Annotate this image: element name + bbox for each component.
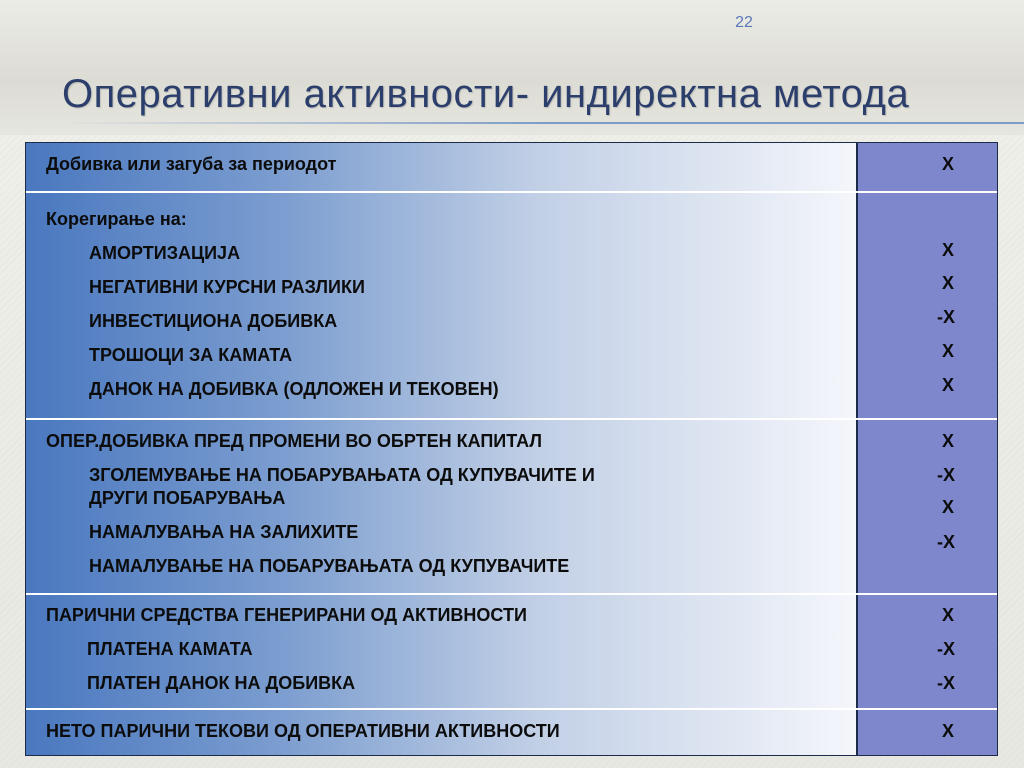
row-item-label: АМОРТИЗАЦИЈА (89, 243, 241, 263)
slide-number: 22 (735, 14, 753, 31)
row-item-value: -X (937, 639, 955, 659)
row-label: ПАРИЧНИ СРЕДСТВА ГЕНЕРИРАНИ ОД АКТИВНОСТИ (46, 605, 527, 625)
row-item-value: X (941, 341, 954, 361)
row-item-value: -X (937, 532, 955, 552)
row-label: НЕТО ПАРИЧНИ ТЕКОВИ ОД ОПЕРАТИВНИ АКТИВНОСТИ (46, 721, 560, 741)
row-item-label: ПЛАТЕН ДАНОК НА ДОБИВКА (87, 673, 356, 693)
row-item-value: X (941, 273, 954, 293)
row-value: X (941, 721, 954, 741)
row-item-label: ПЛАТЕНА КАМАТА (87, 639, 253, 659)
row-item-label: НЕГАТИВНИ КУРСНИ РАЗЛИКИ (89, 277, 365, 297)
row-value: X (941, 154, 954, 174)
row-value: X (941, 431, 954, 451)
row-label-cell (26, 420, 858, 593)
cash-flow-table (25, 142, 998, 756)
table-row-operating-profit (26, 418, 997, 593)
row-item-value: -X (937, 673, 955, 693)
row-label-cell (26, 193, 858, 418)
row-label-cell (26, 595, 858, 708)
row-value-cell (858, 143, 997, 191)
table-row-net-cash (26, 708, 997, 755)
row-item-value: -X (937, 307, 955, 327)
slide-title: Оперативни активности- индиректна метода (62, 72, 910, 116)
row-value-cell (858, 193, 997, 418)
row-item-label: ТРОШОЦИ ЗА КАМАТА (89, 345, 293, 365)
row-item-label-continued: ДРУГИ ПОБАРУВАЊА (89, 488, 286, 508)
row-item-label: ДАНОК НА ДОБИВКА (ОДЛОЖЕН И ТЕКОВЕН) (89, 379, 499, 399)
row-label: Корегирање на: (46, 209, 187, 229)
row-value-cell (858, 595, 997, 708)
row-item-label: ЗГОЛЕМУВАЊЕ НА ПОБАРУВАЊАТА ОД КУПУВАЧИТЕ И (89, 465, 595, 485)
row-item-value: X (941, 240, 954, 260)
row-value-cell (858, 420, 997, 593)
table-row-cash-generated (26, 593, 997, 708)
title-divider (62, 122, 1024, 124)
row-item-value: -X (937, 465, 955, 485)
table-row-adjustments (26, 191, 997, 418)
row-label-cell (26, 143, 858, 191)
row-value-cell (858, 710, 997, 755)
row-item-label: НАМАЛУВАЊА НА ЗАЛИХИТЕ (89, 522, 359, 542)
row-item-value: X (941, 497, 954, 517)
row-item-value: X (941, 375, 954, 395)
row-item-label: НАМАЛУВАЊЕ НА ПОБАРУВАЊАТА ОД КУПУВАЧИТЕ (89, 556, 570, 576)
row-label: Добивка или загуба за периодот (46, 154, 337, 174)
row-item-label: ИНВЕСТИЦИОНА ДОБИВКА (89, 311, 338, 331)
row-label-cell (26, 710, 858, 755)
row-label: ОПЕР.ДОБИВКА ПРЕД ПРОМЕНИ ВО ОБРТЕН КАПИТАЛ (46, 431, 542, 451)
table-row-profit (26, 143, 997, 191)
row-value: X (941, 605, 954, 625)
